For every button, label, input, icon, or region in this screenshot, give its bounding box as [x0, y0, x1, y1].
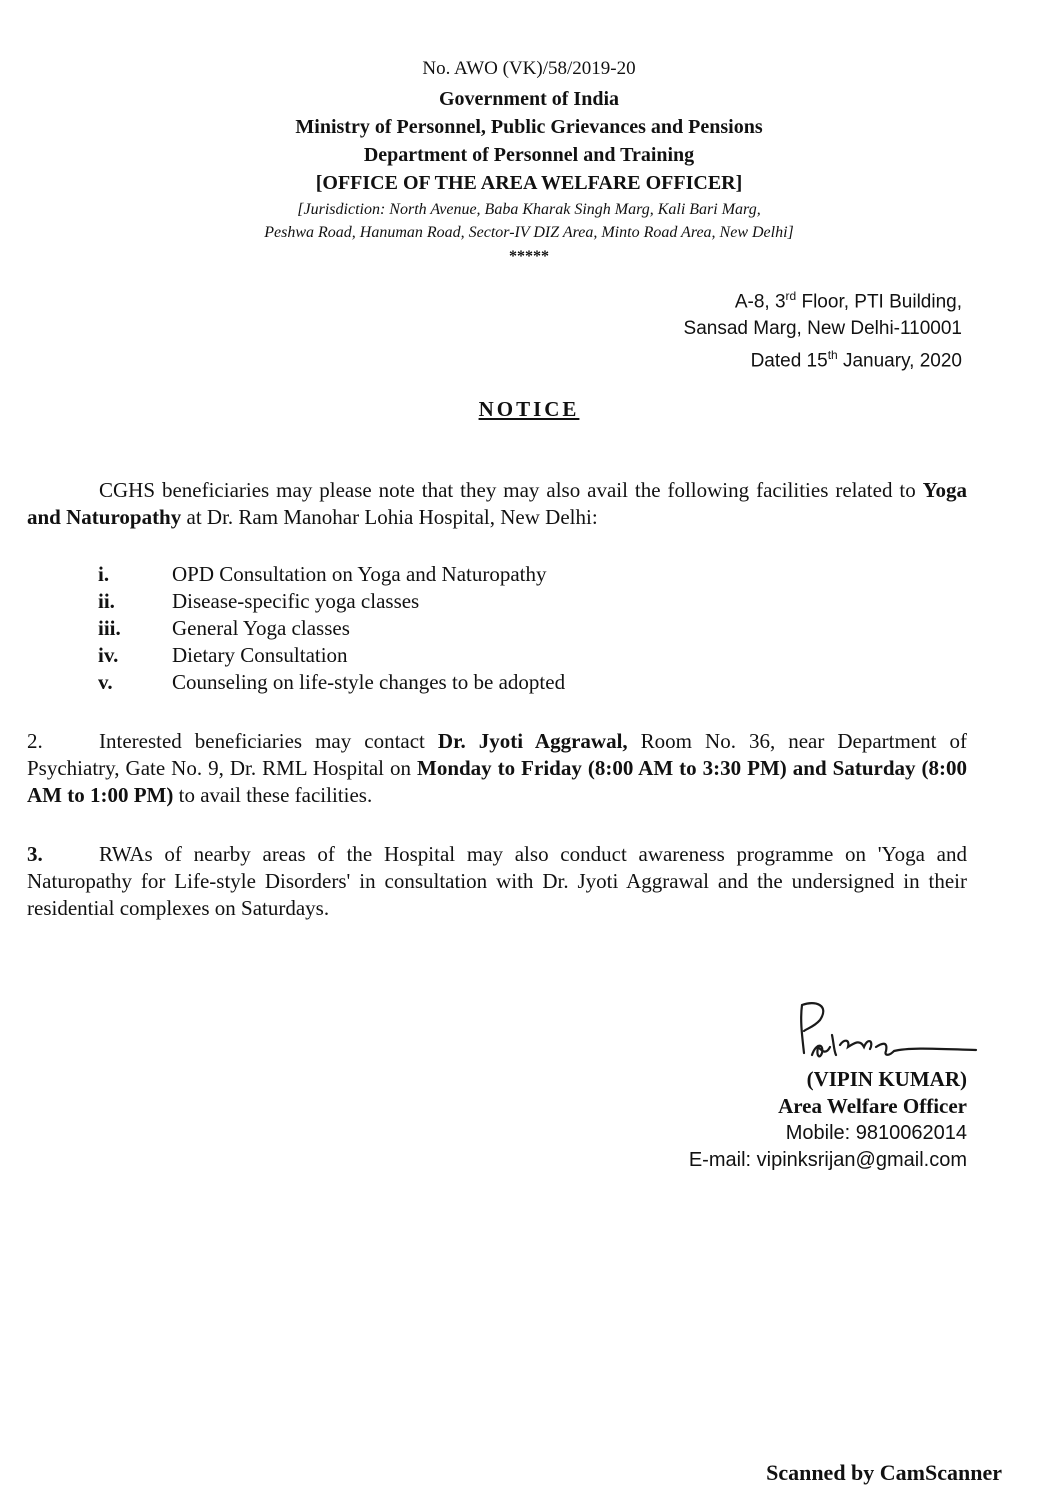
- signatory-name: (VIPIN KUMAR): [806, 1067, 967, 1091]
- header-separator-stars: *****: [509, 248, 549, 265]
- signatory-email: E-mail: vipinksrijan@gmail.com: [688, 1149, 967, 1171]
- facility-list: [98, 561, 565, 696]
- list-item: ii. Disease-specific yoga classes: [98, 589, 420, 613]
- document-date: Dated 15th January, 2020: [750, 348, 962, 372]
- scanner-watermark: Scanned by CamScanner: [766, 1460, 1002, 1485]
- list-item: iii. General Yoga classes: [98, 616, 350, 640]
- office-address: [684, 283, 962, 375]
- signatory-designation: Area Welfare Officer: [778, 1094, 967, 1118]
- list-item: v. Counseling on life-style changes to be adopted: [98, 670, 566, 694]
- list-item: i. OPD Consultation on Yoga and Naturopathy: [98, 562, 547, 586]
- list-item: iv. Dietary Consultation: [98, 643, 348, 667]
- signature-icon: [790, 995, 990, 1065]
- address-line-1: A-8, 3rd Floor, PTI Building,: [734, 289, 962, 313]
- header-department: Department of Personnel and Training: [363, 144, 695, 166]
- jurisdiction-line-2: Peshwa Road, Hanuman Road, Sector-IV DIZ Area, Minto Road Area, New Delhi]: [264, 224, 794, 241]
- paragraph-3: 3. RWAs of nearby areas of the Hospital may also conduct awareness programme on 'Yoga and Naturopathy for Life-style Disorders' in consultation with Dr. Jyoti Aggrawal and the undersigned in their residential complexes on Saturdays.: [27, 842, 967, 920]
- paragraph-2: 2. Interested beneficiaries may contact Dr. Jyoti Aggrawal, Room No. 36, near Department of Psychiatry, Gate No. 9, Dr. RML Hospital on Monday to Friday (8:00 AM to 3:30 PM) and Saturday (8:00 AM to 1:00 PM) to avail these facilities.: [27, 729, 968, 807]
- notice-title: NOTICE: [478, 397, 580, 421]
- jurisdiction-line-1: [Jurisdiction: North Avenue, Baba Kharak Singh Marg, Kali Bari Marg,: [297, 201, 761, 218]
- reference-number: No. AWO (VK)/58/2019-20: [422, 58, 636, 79]
- address-line-2: Sansad Marg, New Delhi-110001: [683, 318, 962, 340]
- signatory-block: [689, 1066, 967, 1174]
- intro-paragraph: CGHS beneficiaries may please note that they may also avail the following facilities related to Yoga and Naturopathy at Dr. Ram Manohar Lohia Hospital, New Delhi:: [27, 478, 967, 529]
- header-government: Government of India: [439, 88, 619, 110]
- signatory-mobile: Mobile: 9810062014: [785, 1122, 967, 1144]
- header-office: [OFFICE OF THE AREA WELFARE OFFICER]: [315, 172, 743, 194]
- header-ministry: Ministry of Personnel, Public Grievances and Pensions: [295, 116, 763, 138]
- signature: [790, 995, 990, 1065]
